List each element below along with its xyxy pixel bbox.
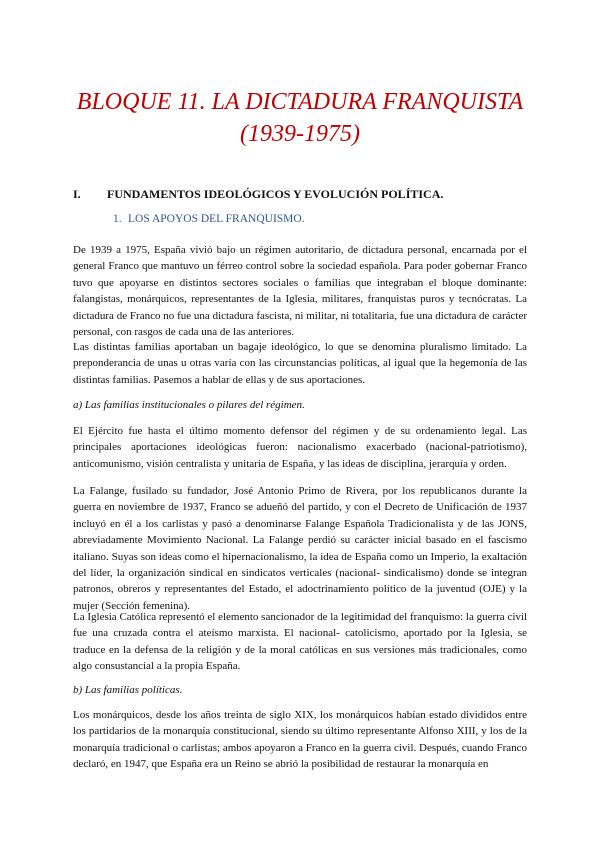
document-title-years: (1939-1975) — [240, 121, 360, 147]
paragraph: La Iglesia Católica representó el elemento sancionador de la legitimidad del franquismo: la guerra civil fue una cruzada contra el ateísmo marxista. El nacional- catolicismo, aportado por la Iglesia, se traduce en la defensa de la religión y de la moral católicas en sus versiones más tradicionales, como algo consustancial a la propia España. — [73, 611, 527, 673]
paragraph: La Falange, fusilado su fundador, José Antonio Primo de Rivera, por los republicanos durante la guerra en noviembre de 1937, Franco se adueñó del partido, y con el Decreto de Unificación de 1937 incluyó en él a los carlistas y pasó a denominarse Falange Española Tradicionalista y de las JONS, abreviadamente Movimiento Nacional. La Falange perdió su carácter inicial basado en el fascismo italiano. Suyas son ideas como el hipernacionalismo, la idea de España como un Imperio, la exaltación del líder, la organización sindical en sindicatos verticales (nacional- sindicalismo) donde se integran patronos, obreros y representantes del Estado, el adoctrinamiento político de la juventud (OJE) y la mujer (Sección femenina). — [73, 485, 527, 612]
subsection-title: LOS APOYOS DEL FRANQUISMO. — [128, 213, 305, 225]
subsection-heading — [113, 211, 305, 227]
paragraph: De 1939 a 1975, España vivió bajo un régimen autoritario, de dictadura personal, encarnada por el general Franco que mantuvo un férreo control sobre la sociedad española. Para poder gobernar Franco tuvo que apoyarse en distintos sectores sociales o familias que integraban el bloque dominante: falangistas, monárquicos, representantes de la Iglesia, militares, franquistas puros y tecnócratas. La dictadura de Franco no fue una dictadura fascista, ni militar, ni totalitaria, fue una dictadura de carácter personal, con rasgos de cada una de las anteriores. — [73, 244, 527, 339]
section-heading — [73, 186, 533, 202]
document-title: BLOQUE 11. LA DICTADURA FRANQUISTA — [76, 89, 524, 115]
paragraph: Los monárquicos, desde los años treinta de siglo XIX, los monárquicos habían estado divididos entre los partidarios de la monarquía constitucional, siendo su último representante Alfonso XIII, y los de la monarquía tradicional o carlistas; ambos apoyaron a Franco en la guerra civil. Después, cuando Franco declaró, en 1947, que España era un Reino se abrió la posibilidad de restaurar la monarquía en — [73, 709, 527, 771]
section-title: FUNDAMENTOS IDEOLÓGICOS Y EVOLUCIÓN POLÍTICA. — [107, 187, 444, 201]
paragraph: Las distintas familias aportaban un bagaje ideológico, lo que se denomina pluralismo limitado. La preponderancia de unas u otras varía con las circunstancias políticas, al igual que la hegemonía de las distintas familias. Pasemos a hablar de ellas y de sus aportaciones. — [73, 341, 527, 386]
subheading-institutional-families: a) Las familias institucionales o pilares del régimen. — [73, 399, 305, 411]
subsection-number: 1. — [113, 213, 122, 225]
section-number: I. — [73, 187, 81, 201]
paragraph: El Ejército fue hasta el último momento defensor del régimen y de su ordenamiento legal. Las principales aportaciones ideológicas fueron: nacionalismo exacerbado (nacional-patriotismo), anticomunismo, visión centralista y unitaria de España, y las ideas de disciplina, jerarquía y orden. — [73, 425, 527, 470]
subheading-political-families: b) Las familias políticas. — [73, 684, 183, 696]
